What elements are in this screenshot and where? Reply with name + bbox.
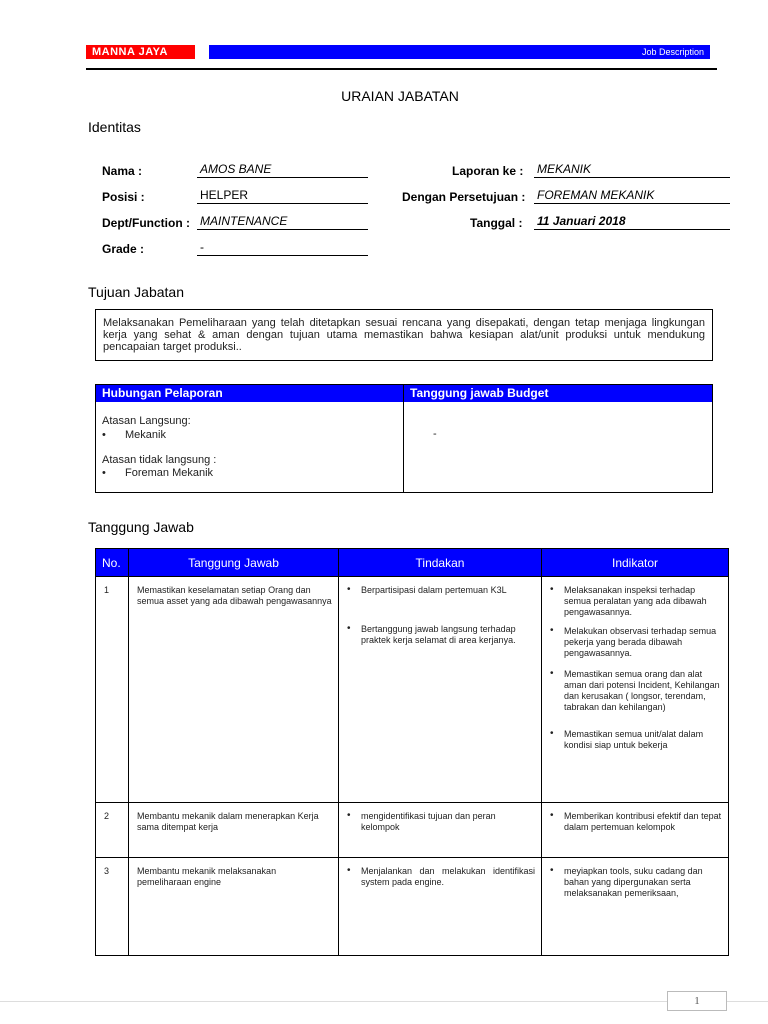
relations-header: Hubungan Pelaporan — [96, 385, 403, 402]
row-no: 3 — [96, 858, 129, 956]
budget-header: Tanggung jawab Budget — [404, 385, 712, 402]
responsibilities-table — [95, 548, 729, 956]
action-item: • mengidentifikasi tujuan dan peran kelompok — [347, 811, 535, 833]
persetujuan-label: Dengan Persetujuan : — [402, 190, 526, 204]
purpose-text: Melaksanakan Pemeliharaan yang telah ditetapkan sesuai rencana yang disepakati, dengan tetap menjaga lingkungan kerja yang sehat & aman dengan tujuan utama memastikan bahwa kesiapan alat/unit produksi untuk mendukung pencapaian target produksi.. — [95, 309, 713, 361]
company-badge: MANNA JAYA — [86, 45, 195, 59]
indirect-superior-label: Atasan tidak langsung : — [102, 454, 217, 466]
tanggal-label: Tanggal : — [470, 216, 523, 230]
row-indicators — [542, 858, 729, 956]
grade-value: - — [197, 241, 368, 256]
direct-superior-label: Atasan Langsung: — [102, 415, 191, 427]
row-indicators — [542, 803, 729, 858]
action-item: • Menjalankan dan melakukan identifikasi system pada engine. — [347, 866, 535, 888]
nama-label: Nama : — [102, 164, 143, 178]
row-no: 1 — [96, 577, 129, 803]
dept-label: Dept/Function : — [102, 216, 190, 230]
row-task: Memastikan keselamatan setiap Orang dan semua asset yang ada dibawah pengawasannya — [129, 577, 339, 803]
row-task: Membantu mekanik dalam menerapkan Kerja sama ditempat kerja — [129, 803, 339, 858]
posisi-label: Posisi : — [102, 190, 145, 204]
action-item: • Bertanggung jawab langsung terhadap praktek kerja selamat di area kerjanya. — [347, 624, 535, 646]
persetujuan-value: FOREMAN MEKANIK — [534, 189, 730, 204]
table-row — [96, 803, 729, 858]
indicator-item: • Memastikan semua unit/alat dalam kondisi siap untuk bekerja — [550, 729, 722, 751]
col-header-action: Tindakan — [339, 549, 542, 577]
page-number: 1 — [667, 991, 727, 1011]
nama-value: AMOS BANE — [197, 163, 368, 178]
table-row — [96, 858, 729, 956]
tanggal-value: 11 Januari 2018 — [534, 215, 730, 230]
row-actions — [339, 803, 542, 858]
direct-superior-item: • Mekanik — [102, 429, 166, 441]
indicator-item: • Melaksanakan inspeksi terhadap semua peralatan yang ada dibawah pengawasannya. — [550, 585, 722, 618]
indicator-item: • Memberikan kontribusi efektif dan tepat dalam pertemuan kelompok — [550, 811, 722, 833]
page-footer-rule — [0, 1001, 768, 1002]
grade-label: Grade : — [102, 242, 145, 256]
indicator-item: • Melakukan observasi terhadap semua pekerja yang berada dibawah pengawasannya. — [550, 626, 722, 659]
indicator-item: • meyiapkan tools, suku cadang dan bahan yang dipergunakan serta melaksanakan pemeriksaan, — [550, 866, 722, 899]
col-header-task: Tanggung Jawab — [129, 549, 339, 577]
dept-value: MAINTENANCE — [197, 215, 368, 230]
purpose-heading: Tujuan Jabatan — [88, 284, 184, 300]
budget-value: - — [433, 428, 437, 440]
action-item: • Berpartisipasi dalam pertemuan K3L — [347, 585, 535, 596]
row-actions — [339, 577, 542, 803]
row-task: Membantu mekanik melaksanakan pemeliharaan engine — [129, 858, 339, 956]
header-rule — [86, 68, 717, 70]
row-actions — [339, 858, 542, 956]
responsibilities-heading: Tanggung Jawab — [88, 519, 194, 535]
indirect-superior-item: • Foreman Mekanik — [102, 467, 214, 479]
table-header-row — [96, 549, 729, 577]
relations-divider — [403, 385, 404, 492]
doc-type-bar: Job Description — [209, 45, 710, 59]
row-no: 2 — [96, 803, 129, 858]
laporan-value: MEKANIK — [534, 163, 730, 178]
identity-heading: Identitas — [88, 119, 141, 135]
posisi-value: HELPER — [197, 189, 368, 204]
table-row — [96, 577, 729, 803]
row-indicators — [542, 577, 729, 803]
relations-box — [95, 384, 713, 493]
page-title: URAIAN JABATAN — [341, 88, 459, 104]
laporan-label: Laporan ke : — [452, 164, 524, 178]
indicator-item: • Memastikan semua orang dan alat aman dari potensi Incident, Kehilangan dan kerusakan ( longsor, terendam, tabrakan dan kehilangan) — [550, 669, 722, 713]
col-header-no: No. — [96, 549, 129, 577]
col-header-indicator: Indikator — [542, 549, 729, 577]
